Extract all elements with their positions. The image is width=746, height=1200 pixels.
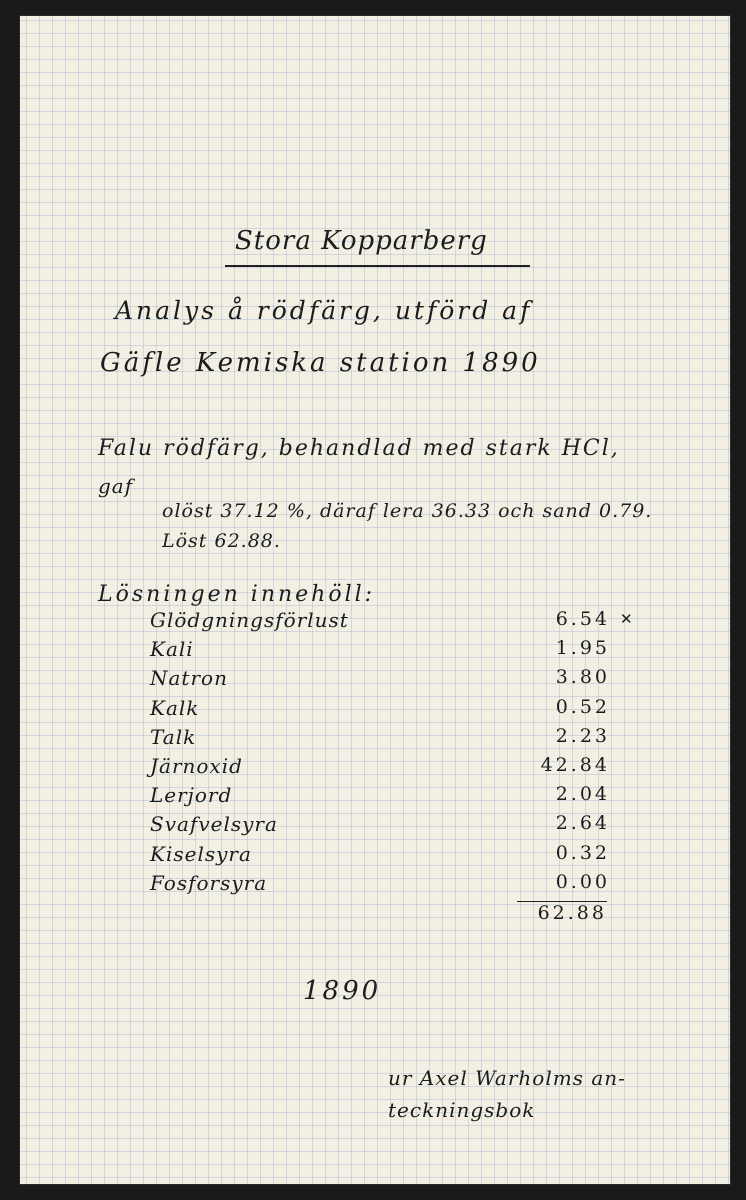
insoluble-line: olöst 37.12 %, däraf lera 36.33 och sand 0.79. — [162, 500, 653, 522]
document-title: Stora Kopparberg — [235, 226, 488, 256]
row-value: 2.23 — [555, 724, 610, 747]
row-value: 0.32 — [555, 841, 610, 864]
year-note: 1890 — [303, 976, 382, 1006]
row-mark: ✕ — [620, 610, 633, 628]
row-value: 6.54 — [555, 608, 610, 630]
treatment-line-2: gaf — [98, 474, 134, 498]
row-value: 0.00 — [555, 870, 610, 893]
row-name: Kali — [150, 637, 194, 662]
treatment-line-1: Falu rödfärg, behandlad med stark HCl, — [98, 436, 620, 461]
source-note-line-1: ur Axel Warholms an- — [388, 1066, 626, 1090]
row-value: 1.95 — [555, 637, 610, 660]
paper-sheet — [20, 16, 730, 1184]
row-name: Svafvelsyra — [150, 812, 278, 837]
row-name: Kalk — [150, 695, 200, 720]
row-name: Lerjord — [150, 783, 233, 808]
title-underline — [225, 265, 530, 267]
row-name: Talk — [150, 724, 197, 749]
row-name: Fosforsyra — [150, 870, 268, 895]
solution-heading: Lösningen innehöll: — [98, 582, 376, 607]
heading-line-1: Analys å rödfärg, utförd af — [115, 296, 533, 325]
row-value: 2.04 — [555, 783, 610, 806]
soluble-line: Löst 62.88. — [162, 530, 281, 552]
row-name: Järnoxid — [150, 754, 243, 778]
row-name: Kiselsyra — [150, 841, 252, 866]
row-value: 3.80 — [555, 666, 610, 689]
row-value: 2.64 — [555, 812, 610, 835]
row-value: 42.84 — [540, 754, 610, 776]
total-value: 62.88 — [537, 902, 607, 924]
row-value: 0.52 — [555, 695, 610, 718]
heading-line-2: Gäfle Kemiska station 1890 — [100, 348, 541, 378]
row-name: Natron — [150, 666, 228, 691]
source-note-line-2: teckningsbok — [388, 1098, 536, 1122]
row-name: Glödgningsförlust — [150, 608, 349, 632]
